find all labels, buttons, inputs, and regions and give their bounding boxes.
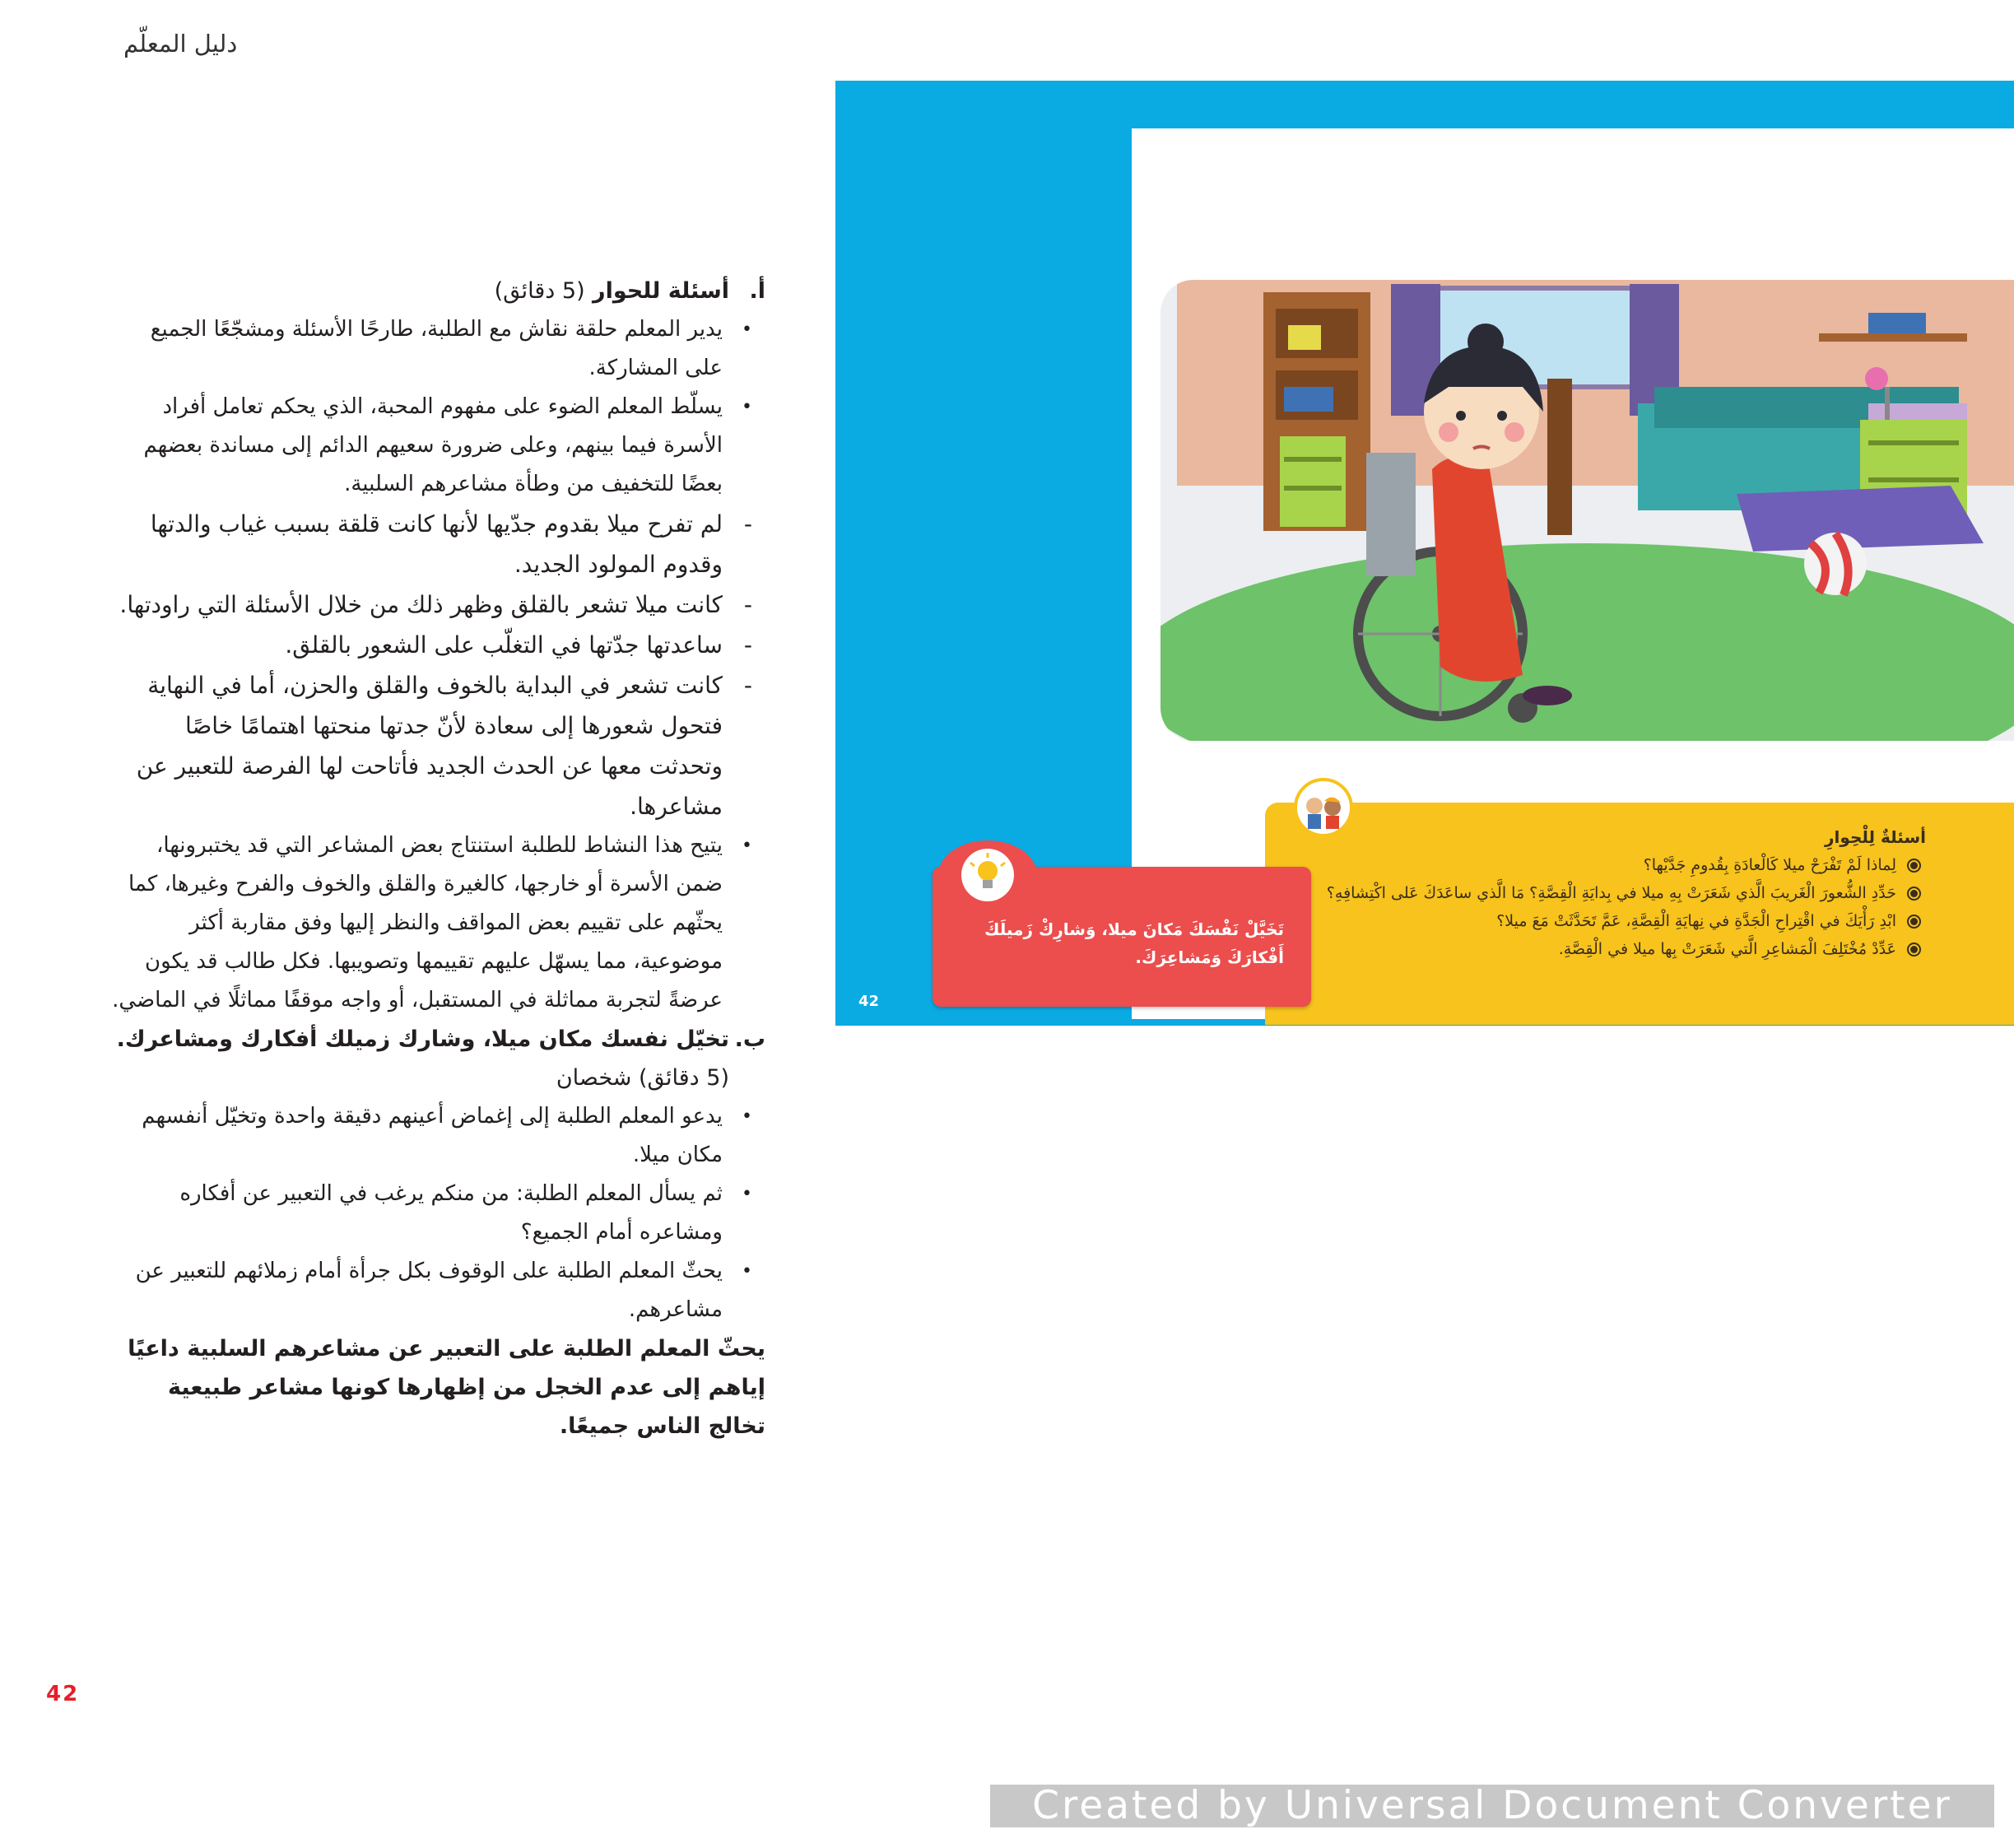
question-item: حَدِّدِ الشُّعورَ الْغَريبَ الَّذي شَعَرَتْ بِهِ ميلا في بِدايَةِ الْقِصَّةِ؟ مَا الَّذي ساعَدَكَ عَلى اكْتِشافِهِ؟ (1284, 879, 1926, 907)
section-b-title: تخيّل نفسك مكان ميلا، وشارك زميلك أفكارك ومشاعرك. (116, 1026, 729, 1052)
guide-column (107, 272, 765, 1445)
converter-watermark: Created by Universal Document Converter (990, 1785, 1994, 1827)
section-b-heading (107, 1020, 765, 1097)
section-a-title: أسئلة للحوار (593, 278, 729, 304)
list-item: • يدعو المعلم الطلبة إلى إغماض أعينهم دقيقة واحدة وتخيّل أنفسهم مكان ميلا. (107, 1097, 759, 1175)
answer-item: - كانت تشعر في البداية بالخوف والقلق والحزن، أما في النهاية فتحول شعورها إلى سعادة لأنّ جدتها منحتها اهتمامًا خاصًا وتحدثت معها عن الحدث الجديد فأتاحت لها الفرصة للتعبير عن مشاعرها. (107, 665, 759, 826)
list-item: • ثم يسأل المعلم الطلبة: من منكم يرغب في التعبير عن أفكاره ومشاعره أمام الجميع؟ (107, 1175, 759, 1252)
book-page-number: 42 (858, 993, 880, 1010)
page-header-title: دليل المعلّم (123, 30, 238, 58)
question-item: عَدِّدْ مُخْتَلِفَ الْمَشاعِرِ الَّتي شَعَرَتْ بِها ميلا في الْقِصَّةِ. (1284, 935, 1926, 963)
list-item: • يحثّ المعلم الطلبة على الوقوف بكل جرأة أمام زملائهم للتعبير عن مشاعرهم. (107, 1252, 759, 1329)
dialogue-box-title: أسئلةٌ لِلْحِوارِ (1825, 827, 1926, 847)
section-b-marker: ب. (734, 1026, 765, 1052)
list-item: • يسلّط المعلم الضوء على مفهوم المحبة، الذي يحكم تعامل أفراد الأسرة فيما بينهم، وعلى ضرورة سعيهم الدائم إلى مساندة بعضهم بعضًا للتخفيف من وطأة مشاعرهم السلبية. (107, 388, 759, 504)
section-a-duration: (5 دقائق) (494, 278, 585, 304)
list-item: • يدير المعلم حلقة نقاش مع الطلبة، طارحًا الأسئلة ومشجّعًا الجميع على المشاركة. (107, 310, 759, 388)
section-a-heading (107, 272, 765, 310)
question-item: لِماذا لَمْ تَفْرَحْ ميلا كَالْعادَةِ بِقُدومِ جَدَّيْها؟ (1284, 851, 1926, 879)
section-b-duration: (5 دقائق) شخصان (556, 1065, 729, 1091)
section-a-marker: أ. (749, 278, 765, 304)
bedroom-scene-image (1160, 280, 2014, 741)
question-item: ابْدِ رَأْيَكَ في اقْتِراحِ الْجَدَّةِ في نِهايَةِ الْقِصَّةِ، عَمَّ تَحَدَّثَتْ مَعَ ميلا؟ (1284, 907, 1926, 935)
story-illustration (1160, 280, 2014, 741)
activity-text: تَخَيَّلْ نَفْسَكَ مَكانَ ميلا، وَشارِكْ زَميلَكَ أَفْكارَكَ وَمَشاعِرَكَ. (984, 919, 1284, 967)
list-item: • يتيح هذا النشاط للطلبة استنتاج بعض المشاعر التي قد يختبرونها، ضمن الأسرة أو خارجها، كالغيرة والقلق والخوف والفرح وغيرها، كما يحثّهم على تقييم بعض المواقف والنظر إليها وفق مقاربة أكثر موضوعية، مما يسهّل عليهم تقييمها وتصويبها. فكل طالب قد يكون عرضةً لتجربة مماثلة في المستقبل، أو واجه موقفًا مماثلًا في الماضي. (107, 826, 759, 1020)
page-number: 42 (46, 1682, 80, 1706)
answer-item: - ساعدتها جدّتها في التغلّب على الشعور بالقلق. (107, 625, 759, 665)
lightbulb-icon (934, 838, 1041, 912)
dialogue-questions-content (1284, 823, 1926, 963)
answer-item: - كانت ميلا تشعر بالقلق وظهر ذلك من خلال الأسئلة التي راودتها. (107, 584, 759, 625)
answer-item: - لم تفرح ميلا بقدوم جدّيها لأنها كانت قلقة بسبب غياب والدتها وقدوم المولود الجديد. (107, 504, 759, 584)
closing-note: يحثّ المعلم الطلبة على التعبير عن مشاعرهم السلبية داعيًا إياهم إلى عدم الخجل من إظهارها كونها مشاعر طبيعية تخالج الناس جميعًا. (128, 1336, 765, 1439)
